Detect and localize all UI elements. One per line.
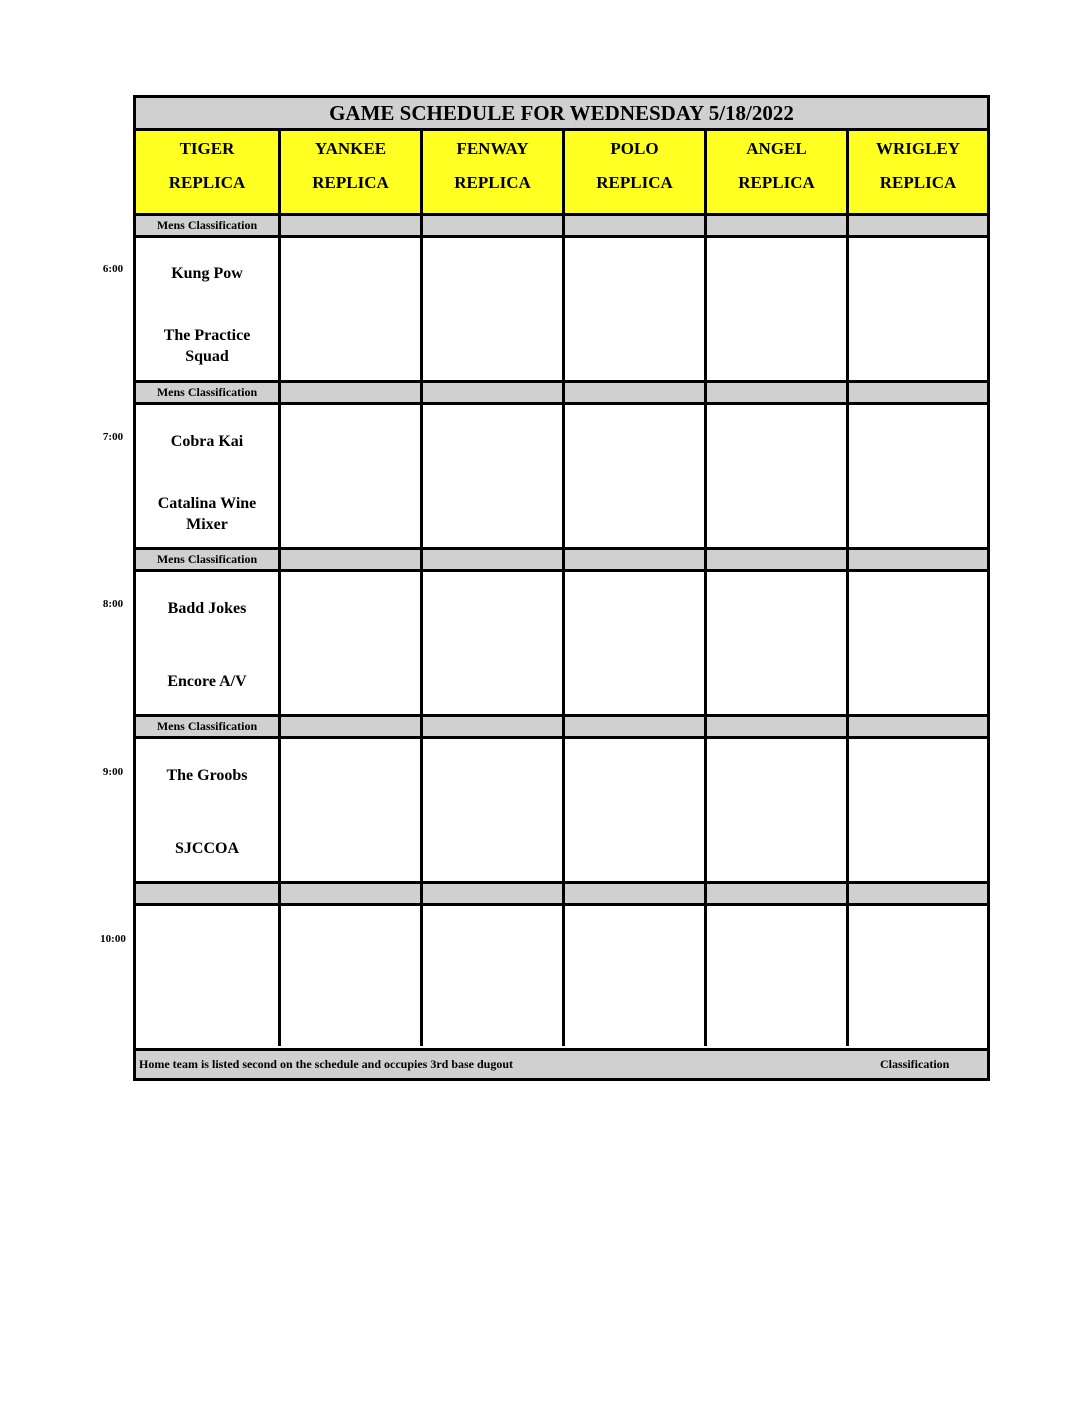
classification-band [707,881,846,906]
field-subtitle: REPLICA [879,173,957,192]
classification-band [281,881,420,906]
game-slot [136,739,278,881]
classification-band [136,881,278,906]
away-team: The Groobs [166,767,248,784]
schedule-title: GAME SCHEDULE FOR WEDNESDAY 5/18/2022 [136,98,987,131]
home-team: Catalina Wine Mixer [157,495,257,533]
classification-band [565,881,704,906]
classification-band [281,213,420,238]
field-subtitle: REPLICA [596,173,673,192]
game-slot [136,405,278,547]
time-label: 10:00 [100,933,126,945]
classification-band [281,380,420,405]
classification-band [281,714,420,739]
time-label: 9:00 [102,766,124,778]
field-column-fenway [420,131,562,1046]
classification-band [849,714,987,739]
field-column-yankee [278,131,420,1046]
classification-band: Mens Classification [136,547,278,572]
field-header [849,131,987,213]
field-column-polo [562,131,704,1046]
time-label: 7:00 [102,431,124,443]
field-column-tiger [136,131,278,1046]
time-label: 6:00 [102,263,124,275]
classification-band [565,714,704,739]
field-name: FENWAY [456,139,529,158]
classification-band [281,547,420,572]
classification-band [423,213,562,238]
away-team: Badd Jokes [167,600,247,617]
field-columns [136,131,987,1046]
field-subtitle: REPLICA [454,173,531,192]
classification-band [849,380,987,405]
classification-band: Mens Classification [136,213,278,238]
field-column-wrigley [846,131,987,1046]
field-subtitle: REPLICA [312,173,389,192]
field-column-angel [704,131,846,1046]
classification-band [849,547,987,572]
classification-band [565,380,704,405]
classification-band [849,881,987,906]
field-subtitle: REPLICA [168,173,246,192]
classification-band [707,547,846,572]
field-header [136,131,278,213]
classification-band [707,380,846,405]
home-team: SJCCOA [174,840,239,857]
home-team: The Practice Squad [163,327,251,365]
classification-band [849,213,987,238]
schedule-sheet [133,95,990,1081]
classification-band [565,547,704,572]
field-header [423,131,562,213]
home-team-note: Home team is listed second on the schedule and occupies 3rd base dugout [139,1057,514,1071]
game-slot [136,906,278,1048]
classification-band [423,714,562,739]
classification-band [423,547,562,572]
classification-band [565,213,704,238]
away-team: Kung Pow [171,265,243,282]
field-header [281,131,420,213]
time-label: 8:00 [102,598,124,610]
game-slot [136,238,278,380]
schedule-footer [136,1048,987,1078]
home-team: Encore A/V [167,673,247,690]
field-name: YANKEE [314,139,387,158]
field-header [707,131,846,213]
classification-band [423,881,562,906]
footer-classification: Classification [880,1057,950,1071]
classification-band [707,213,846,238]
field-subtitle: REPLICA [738,173,815,192]
game-slot [136,572,278,714]
away-team: Cobra Kai [170,433,244,450]
field-header [565,131,704,213]
classification-band [423,380,562,405]
classification-band: Mens Classification [136,380,278,405]
classification-band [707,714,846,739]
classification-band: Mens Classification [136,714,278,739]
field-name: ANGEL [746,139,807,158]
field-name: POLO [610,139,659,158]
field-name: WRIGLEY [875,139,961,158]
field-name: TIGER [179,139,235,158]
